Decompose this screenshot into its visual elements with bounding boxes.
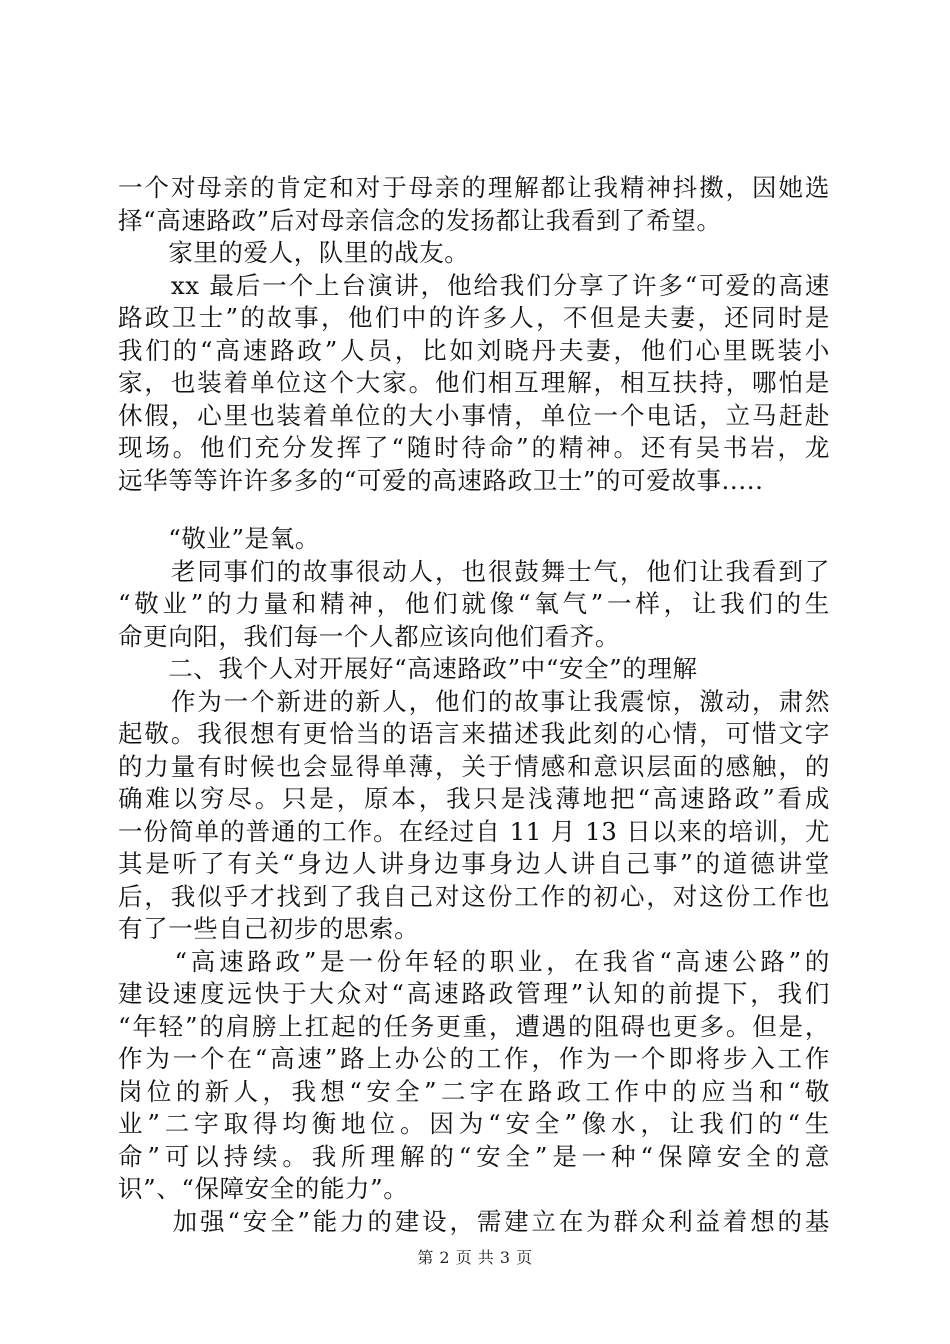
text-line: 命”可以持续。我所理解的“安全”是一种“保障安全的意 bbox=[118, 1141, 830, 1171]
text-line: 的力量有时候也会显得单薄，关于情感和意识层面的感触，的 bbox=[118, 751, 830, 781]
text-line: 命更向阳，我们每一个人都应该向他们看齐。 bbox=[118, 621, 620, 651]
text-line: 有了一些自己初步的思索。 bbox=[118, 914, 420, 943]
text-line: “敬业”的力量和精神，他们就像“氧气”一样，让我们的生 bbox=[118, 589, 830, 618]
text-line: 岗位的新人，我想“安全”二字在路政工作中的应当和“敬 bbox=[118, 1076, 830, 1106]
text-line: 一份简单的普通的工作。在经过自 11 月 13 日以来的培训，尤 bbox=[118, 816, 830, 846]
text-line: 二、我个人对开展好“高速路政”中“安全”的理解 bbox=[118, 654, 698, 683]
text-line: 休假，心里也装着单位的大小事情，单位一个电话，立马赶赴 bbox=[118, 400, 830, 430]
text-line: 远华等等许许多多的“可爱的高速路政卫士”的可爱故事..... bbox=[118, 465, 764, 495]
text-line: “敬业”是氧。 bbox=[118, 524, 320, 553]
text-line: 家，也装着单位这个大家。他们相互理解，相互扶持，哪怕是 bbox=[118, 368, 830, 397]
document-body bbox=[118, 172, 830, 1238]
text-line: 现场。他们充分发挥了“随时待命”的精神。还有吴书岩，龙 bbox=[118, 433, 830, 462]
text-line: 老同事们的故事很动人，也很鼓舞士气，他们让我看到了 bbox=[118, 556, 830, 586]
text-line: 业”二字取得均衡地位。因为“安全”像水，让我们的“生 bbox=[118, 1109, 830, 1138]
text-line: 我们的“高速路政”人员，比如刘晓丹夫妻，他们心里既装小 bbox=[118, 335, 830, 365]
text-line: 一个对母亲的肯定和对于母亲的理解都让我精神抖擞，因她选 bbox=[118, 173, 830, 202]
text-line: 识”、“保障安全的能力”。 bbox=[118, 1174, 409, 1203]
page-footer: 第 2 页 共 3 页 bbox=[417, 1248, 533, 1267]
text-line: 其是听了有关“身边人讲身边事身边人讲自己事”的道德讲堂 bbox=[118, 849, 830, 878]
text-line: “年轻”的肩膀上扛起的任务更重，遭遇的阻碍也更多。但是， bbox=[118, 1011, 830, 1041]
text-line: 择“高速路政”后对母亲信念的发扬都让我看到了希望。 bbox=[118, 205, 722, 235]
text-line: “高速路政”是一份年轻的职业，在我省“高速公路”的 bbox=[118, 946, 830, 976]
paragraph-gap bbox=[118, 497, 830, 523]
text-line: 作为一个新进的新人，他们的故事让我震惊，激动，肃然 bbox=[118, 686, 830, 716]
text-line: 作为一个在“高速”路上办公的工作，作为一个即将步入工作 bbox=[118, 1044, 830, 1073]
text-line: 后，我似乎才找到了我自己对这份工作的初心，对这份工作也 bbox=[118, 881, 830, 911]
text-line: 路政卫士”的故事，他们中的许多人，不但是夫妻，还同时是 bbox=[118, 303, 830, 332]
text-line: 确难以穷尽。只是，原本，我只是浅薄地把“高速路政”看成 bbox=[118, 784, 830, 813]
text-line: 建设速度远快于大众对“高速路政管理”认知的前提下，我们 bbox=[118, 979, 830, 1008]
text-line: 起敬。我很想有更恰当的语言来描述我此刻的心情，可惜文字 bbox=[118, 719, 830, 748]
text-line: 加强“安全”能力的建设，需建立在为群众利益着想的基 bbox=[118, 1206, 830, 1236]
text-line: xx 最后一个上台演讲，他给我们分享了许多“可爱的高速 bbox=[118, 270, 830, 300]
text-line: 家里的爱人，队里的战友。 bbox=[118, 238, 470, 267]
